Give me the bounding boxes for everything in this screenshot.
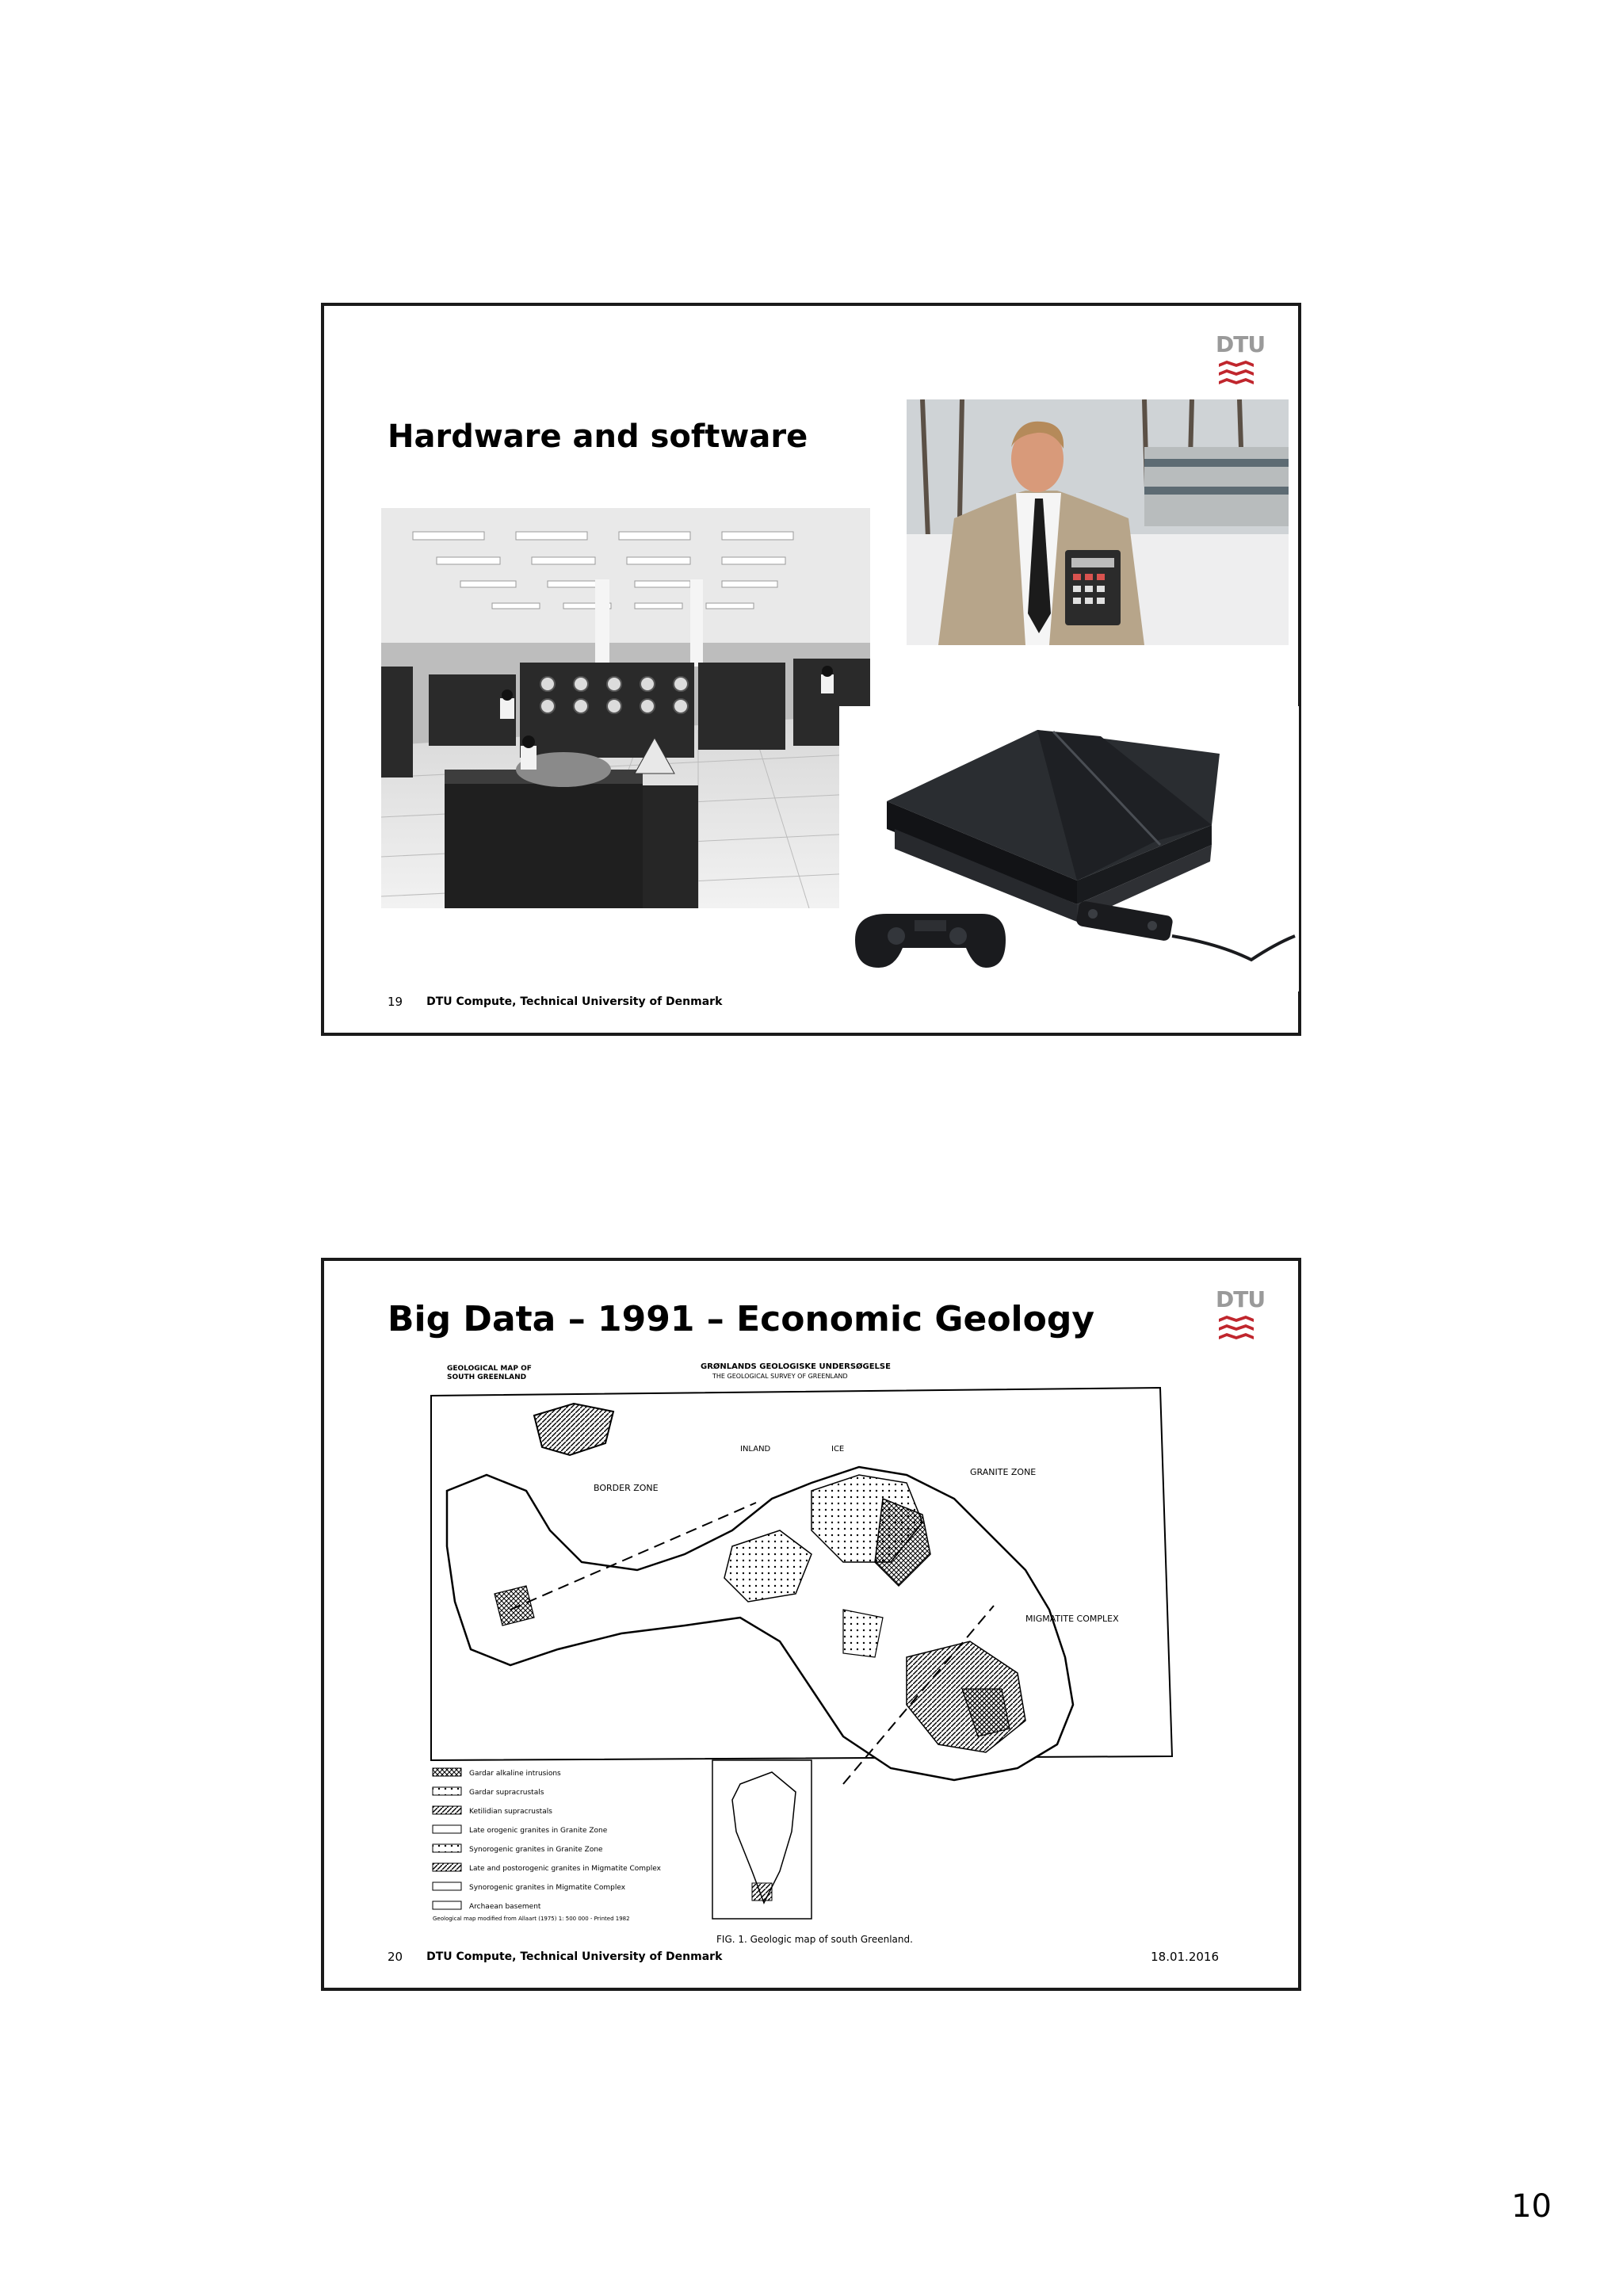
map-label-inland: INLAND [740, 1445, 771, 1454]
slide-number: 19 [388, 995, 403, 1009]
slide-number: 20 [388, 1950, 403, 1964]
footer-organization: DTU Compute, Technical University of Denmark [426, 995, 723, 1008]
dtu-logo [1216, 1286, 1266, 1343]
map-source-note: Geological map modified from Allaart (1975) 1: 500 000 - Printed 1982 [433, 1916, 630, 1922]
map-label-ice: ICE [831, 1445, 845, 1454]
slide-title: Hardware and software [388, 418, 808, 455]
ps4-console-photo [839, 706, 1299, 991]
geologic-map-figure [399, 1356, 1224, 1950]
slide-date: 18.01.2016 [1151, 1950, 1219, 1964]
map-header-left-1: GEOLOGICAL MAP OF [447, 1365, 532, 1373]
dtu-logo-icon [1217, 360, 1255, 388]
map-header-center-1: GRØNLANDS GEOLOGISKE UNDERSØGELSE [701, 1362, 891, 1371]
slide-footer [388, 1950, 722, 1964]
slide-footer [388, 995, 722, 1009]
legend-item: Ketilidian supracrustals [469, 1808, 552, 1816]
dtu-logo-text: DTU [1216, 331, 1266, 357]
footer-organization: DTU Compute, Technical University of Denmark [426, 1950, 723, 1963]
legend-item: Synorogenic granites in Granite Zone [469, 1846, 603, 1854]
dtu-logo [1216, 331, 1266, 388]
dtu-logo-text: DTU [1216, 1286, 1266, 1312]
map-legend [433, 1768, 662, 1922]
legend-item: Gardar supracrustals [469, 1789, 544, 1797]
map-header-center-2: THE GEOLOGICAL SURVEY OF GREENLAND [712, 1373, 848, 1380]
map-header-left-2: SOUTH GREENLAND [447, 1373, 527, 1381]
dtu-logo-icon [1217, 1315, 1255, 1343]
legend-item: Late orogenic granites in Granite Zone [469, 1827, 608, 1835]
legend-item: Gardar alkaline intrusions [469, 1770, 561, 1778]
map-label-border-zone: BORDER ZONE [594, 1483, 659, 1493]
slide-19 [321, 303, 1301, 1036]
slide-20 [321, 1258, 1301, 1991]
person-with-calculator-photo [907, 399, 1289, 645]
page-number: 10 [1511, 2188, 1552, 2225]
slide-title: Big Data – 1991 – Economic Geology [388, 1299, 1095, 1339]
map-label-migmatite-complex: MIGMATITE COMPLEX [1025, 1614, 1119, 1624]
legend-item: Late and postorogenic granites in Migmatite Complex [469, 1865, 661, 1873]
map-caption: FIG. 1. Geologic map of south Greenland. [716, 1934, 913, 1945]
mainframe-room-photo [381, 508, 870, 908]
legend-item: Archaean basement [469, 1903, 541, 1911]
legend-item: Synorogenic granites in Migmatite Complex [469, 1884, 626, 1892]
map-label-granite-zone: GRANITE ZONE [970, 1467, 1037, 1477]
